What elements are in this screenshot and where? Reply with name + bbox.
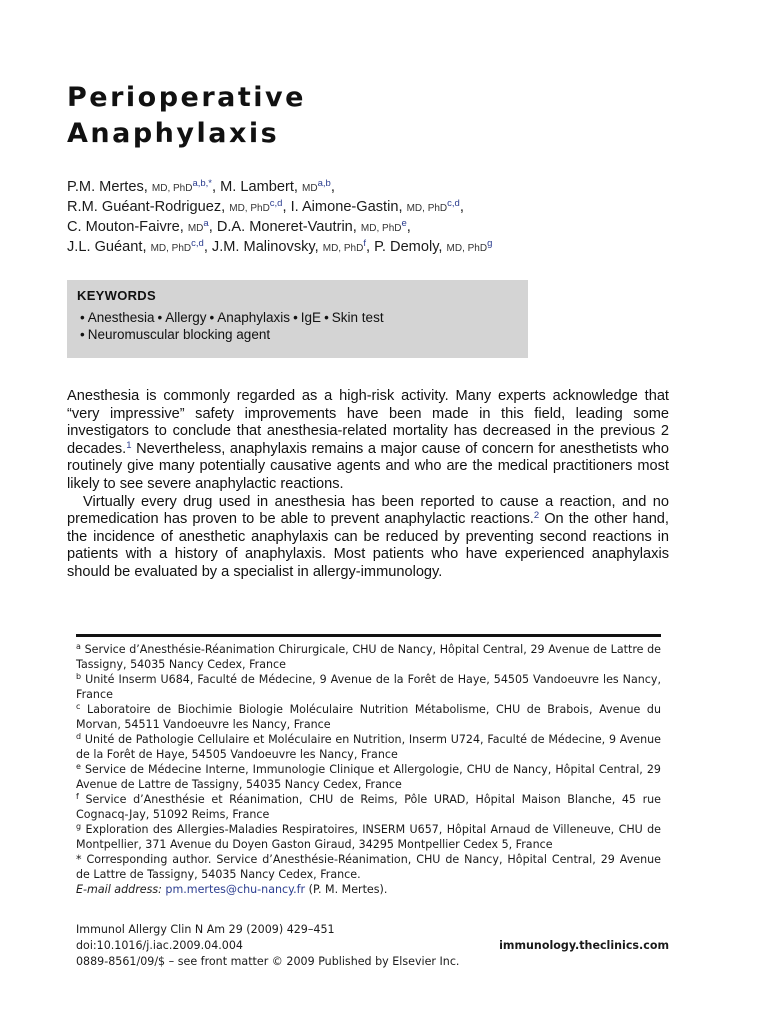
footnote-marker: e <box>76 762 81 771</box>
author-affiliation-marker[interactable]: c,d <box>447 198 460 209</box>
keyword: Anesthesia <box>87 310 155 325</box>
journal-website[interactable]: immunology.theclinics.com <box>499 939 669 952</box>
author-affiliation-marker[interactable]: a,b,* <box>192 178 212 189</box>
footnotes <box>76 642 661 897</box>
body-paragraph-1 <box>67 388 669 494</box>
footnote-marker: c <box>76 702 81 711</box>
footnote-divider <box>76 634 661 637</box>
footnote-text: Exploration des Allergies-Maladies Respiratoires, INSERM U657, Hôpital Arnaud de Villeneuve, CHU de Montpellier, 371 Avenue du Doyen Gaston Giraud, 34295 Montpellier Cedex 5, France <box>76 823 662 851</box>
author-degree: MD, PhD <box>322 243 364 254</box>
author-name: J.L. Guéant, <box>67 239 151 255</box>
footnote-text: Unité Inserm U684, Faculté de Médecine, 9 Avenue de la Forêt de Haye, 54505 Vandoeuvre les Nancy, France <box>76 673 661 701</box>
footnote-text: Service d’Anesthésie et Réanimation, CHU de Reims, Pôle URAD, Hôpital Maison Blanche, 45 rue Cognacq-Jay, 51092 Reims, France <box>76 793 662 821</box>
author-degree: MD, PhD <box>229 203 270 214</box>
footnote-marker: a <box>76 642 81 651</box>
author-separator: , <box>203 239 212 255</box>
author-name: R.M. Guéant-Rodriguez, <box>67 199 230 215</box>
author-line <box>67 198 687 218</box>
keyword: Neuromuscular blocking agent <box>87 327 271 342</box>
affiliation-footnote <box>76 642 661 672</box>
journal-citation: Immunol Allergy Clin N Am 29 (2009) 429–451 <box>76 923 335 936</box>
author-affiliation-marker[interactable]: c,d <box>269 198 283 209</box>
author-line <box>67 218 687 238</box>
body-p2-text-b: On the other hand, the incidence of anesthetic anaphylaxis can be reduced by preventing second reactions in patients with a history of anaphylaxis. Most patients who have experienced anaphylaxis should be evaluated by a specialist in allergy-immunology. <box>67 511 669 580</box>
author-name: I. Aimone-Gastin, <box>290 199 407 215</box>
journal-doi-row <box>76 938 669 954</box>
bullet-icon: • <box>80 327 85 342</box>
author-line <box>67 178 687 198</box>
author-separator: , <box>282 199 291 215</box>
author-list <box>67 178 687 258</box>
footnote-marker: g <box>76 822 82 831</box>
article-title <box>67 80 667 152</box>
author-degree: MD, PhD <box>360 223 402 234</box>
author-line <box>67 238 687 258</box>
keywords-box <box>67 280 528 358</box>
keywords-line-2 <box>77 326 518 343</box>
author-separator: , <box>406 219 411 235</box>
author-separator: , <box>212 179 221 195</box>
author-degree: MD, PhD <box>406 203 448 214</box>
footnote-text: Unité de Pathologie Cellulaire et Moléculaire en Nutrition, Inserm U724, Faculté de Médecine, 9 Avenue de la Forêt de Haye, 54505 Vandoeuvre les Nancy, France <box>76 733 662 761</box>
footnote-marker: d <box>76 732 82 741</box>
author-affiliation-marker[interactable]: a,b <box>317 178 331 189</box>
bullet-icon: • <box>324 310 329 325</box>
author-degree: MD <box>302 183 318 194</box>
author-affiliation-marker[interactable]: c,d <box>191 238 204 249</box>
journal-copyright: 0889-8561/09/$ – see front matter © 2009 Published by Elsevier Inc. <box>76 955 460 968</box>
bullet-icon: • <box>80 310 85 325</box>
email-label: E-mail address: <box>76 883 162 896</box>
article-body <box>67 388 669 582</box>
journal-doi[interactable]: doi:10.1016/j.iac.2009.04.004 <box>76 939 243 952</box>
email-note <box>76 882 661 897</box>
author-degree: MD <box>187 223 204 234</box>
footnote-text: Service d’Anesthésie-Réanimation Chirurgicale, CHU de Nancy, Hôpital Central, 29 Avenue de Lattre de Tassigny, 54035 Nancy Cedex, France <box>76 643 661 671</box>
author-name: M. Lambert, <box>220 179 303 195</box>
affiliation-footnote <box>76 792 661 822</box>
body-p2-text-a: Virtually every drug used in anesthesia has been reported to cause a reaction, and no premedication has proven to be able to prevent anaphylactic reactions. <box>67 493 669 528</box>
author-separator: , <box>330 179 335 195</box>
body-p1-text-b: Nevertheless, anaphylaxis remains a major cause of concern for anesthetists who routinely give many potentially causative agents and who are the medical practitioners most likely to see severe anaphylactic reactions. <box>67 440 669 492</box>
affiliation-footnote <box>76 822 661 852</box>
author-affiliation-marker[interactable]: e <box>401 218 407 229</box>
email-suffix: (P. M. Mertes). <box>305 883 388 896</box>
footnote-marker: f <box>76 792 79 801</box>
author-affiliation-marker[interactable]: f <box>363 238 366 249</box>
author-separator: , <box>365 239 375 255</box>
footnote-text: Service de Médecine Interne, Immunologie Clinique et Allergologie, CHU de Nancy, Hôpital Central, 29 Avenue de Lattre de Tassigny, 54035 Nancy Cedex, France <box>76 763 661 791</box>
citation-ref-2[interactable]: 2 <box>533 510 540 522</box>
journal-info <box>76 922 669 970</box>
bullet-icon: • <box>293 310 298 325</box>
email-link[interactable]: pm.mertes@chu-nancy.fr <box>165 883 306 896</box>
affiliation-footnote <box>76 672 661 702</box>
affiliation-footnote <box>76 762 661 792</box>
author-name: C. Mouton-Faivre, <box>67 219 188 235</box>
author-name: P. Demoly, <box>374 239 447 255</box>
author-degree: MD, PhD <box>446 243 488 254</box>
body-paragraph-2 <box>67 494 669 582</box>
citation-ref-1[interactable]: 1 <box>126 439 132 451</box>
author-name: P.M. Mertes, <box>67 179 152 195</box>
author-name: D.A. Moneret-Vautrin, <box>216 219 361 235</box>
author-separator: , <box>208 219 217 235</box>
keywords-line-1 <box>77 309 518 326</box>
corresponding-author-note: * Corresponding author. Service d’Anesthésie-Réanimation, CHU de Nancy, Hôpital Central, 29 Avenue de Lattre de Tassigny, 54035 Nancy Cedex, France. <box>76 853 661 881</box>
body-p1-text-a: Anesthesia is commonly regarded as a high-risk activity. Many experts acknowledge that “very impressive” safety improvements have been made in this field, leading some investigators to conclude that anesthesia-related mortality has decreased in the previous 2 decades. <box>67 388 669 457</box>
affiliation-footnote <box>76 702 661 732</box>
footnote-text: Laboratoire de Biochimie Biologie Moléculaire Nutrition Métabolisme, CHU de Brabois, Avenue du Morvan, 54511 Vandoeuvre les Nancy, France <box>76 703 662 731</box>
footnote-marker: b <box>76 672 82 681</box>
author-affiliation-marker[interactable]: g <box>487 238 493 249</box>
bullet-icon: • <box>209 310 215 325</box>
affiliation-list <box>76 642 661 852</box>
author-name: J.M. Malinovsky, <box>211 239 323 255</box>
author-separator: , <box>459 199 464 215</box>
author-affiliation-marker[interactable]: a <box>203 218 209 229</box>
bullet-icon: • <box>157 310 163 325</box>
author-degree: MD, PhD <box>151 183 193 194</box>
keyword: IgE <box>300 310 322 325</box>
title-line-1: Perioperative <box>67 82 306 113</box>
keyword: Anaphylaxis <box>217 310 291 325</box>
keywords-heading: KEYWORDS <box>77 288 156 303</box>
author-degree: MD, PhD <box>150 243 192 254</box>
keyword: Allergy <box>165 310 207 325</box>
keyword: Skin test <box>331 310 384 325</box>
title-line-2: Anaphylaxis <box>67 118 280 149</box>
affiliation-footnote <box>76 732 661 762</box>
